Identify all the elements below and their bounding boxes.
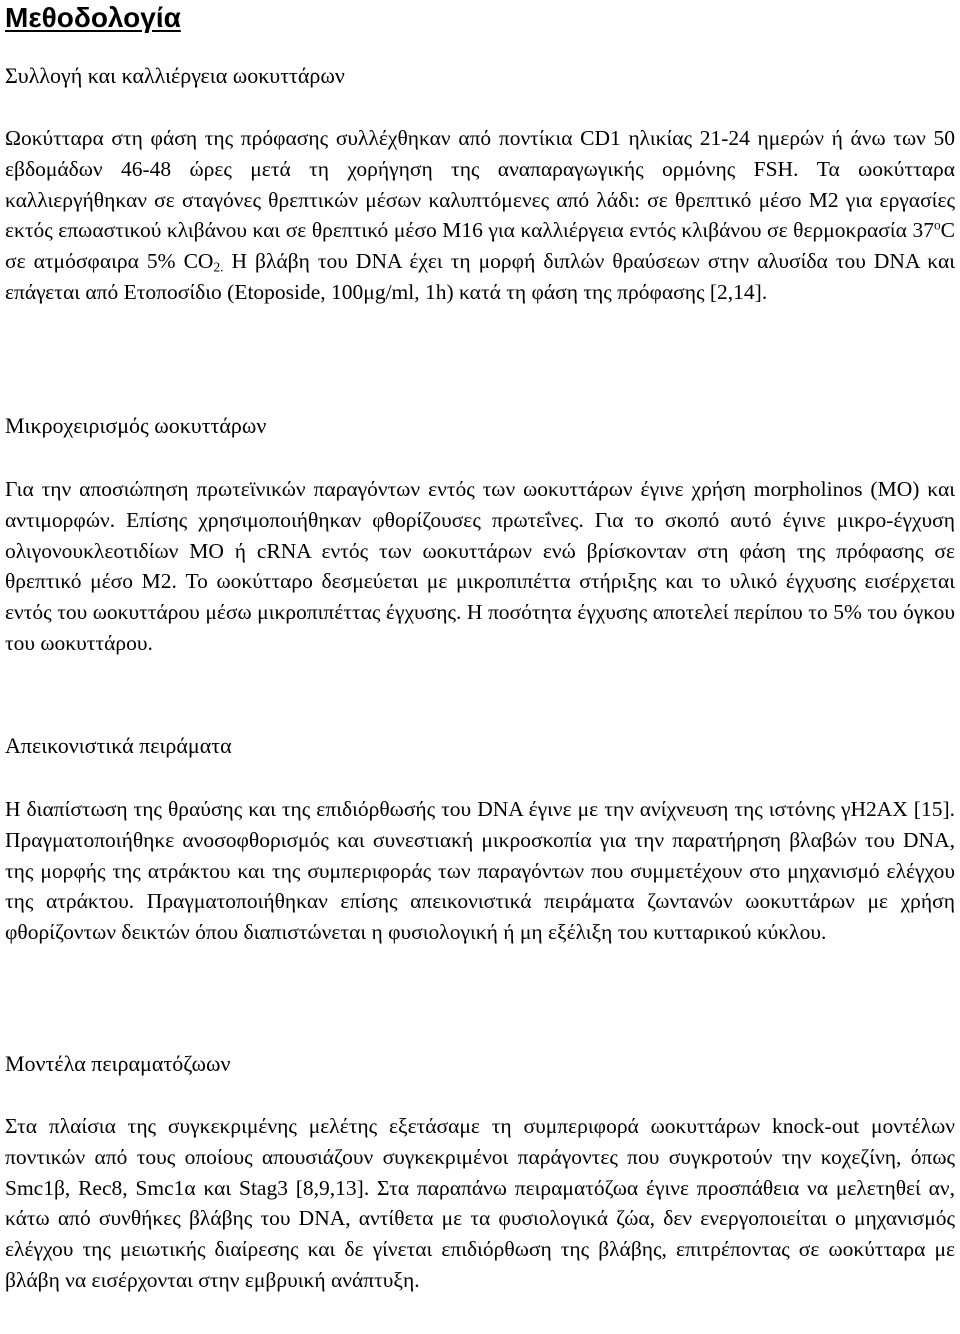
paragraph-text: C σε ατμόσφαιρα 5% CO: [5, 218, 955, 274]
section-paragraph-oocyte-collection: [5, 123, 955, 308]
co2-subscript: 2.: [213, 259, 224, 275]
degree-superscript: o: [933, 218, 941, 234]
paragraph-text: Ωοκύτταρα στη φάση της πρόφασης συλλέχθηκαν από ποντίκια CD1 ηλικίας 21-24 ημερών ή άνω των 50 εβδομάδων 46-48 ώρες μετά τη χορήγηση της αναπαραγωγικής ορμόνης FSH. Τα ωοκύτταρα καλλιεργήθηκαν σε σταγόνες θρεπτικών μέσων καλυπτόμενες από λάδι: σε θρεπτικό μέσο M2 για εργασίες εκτός επωαστικού κλιβάνου και σε θρεπτικό μέσο M16 για καλλιέργεια εντός κλιβάνου σε θερμοκρασία 37: [5, 126, 955, 243]
section-paragraph-imaging-experiments: Η διαπίστωση της θραύσης και της επιδιόρθωσής του DNA έγινε με την ανίχνευση της ιστόνης γH2AX [15]. Πραγματοποιήθηκε ανοσοφθορισμός και συνεστιακή μικροσκοπία για την παρατήρηση βλαβών του DNA, της μορφής της ατράκτου και της συμπεριφοράς των παραγόντων που συμμετέχουν στο μηχανισμό ελέγχου της ατράκτου. Πραγματοποιήθηκαν επίσης απεικονιστικά πειράματα ζωντανών ωοκυττάρων με χρήση φθορίζοντων δεικτών όπου διαπιστώνεται η φυσιολογική ή μη εξέλιξη του κυτταρικού κύκλου.: [5, 797, 955, 945]
section-paragraph-micromanipulation: Για την αποσιώπηση πρωτεϊνικών παραγόντων εντός των ωοκυττάρων έγινε χρήση morpholinos (MO) και αντιμορφών. Επίσης χρησιμοποιήθηκαν φθορίζουσες πρωτεΐνες. Για το σκοπό αυτό έγινε μικρο-έγχυση ολιγονουκλεοτιδίων MO ή cRNA εντός των ωοκυττάρων ενώ βρίσκονταν στη φάση της πρόφασης σε θρεπτικό μέσο M2. Το ωοκύτταρο δεσμεύεται με μικροπιπέττα στήριξης και το υλικό έγχυσης εισέρχεται εντός του ωοκυττάρου μέσω μικροπιπέττας έγχυσης. Η ποσότητα έγχυσης αποτελεί περίπου το 5% του όγκου του ωοκυττάρου.: [5, 477, 955, 655]
section-paragraph-animal-models: Στα πλαίσια της συγκεκριμένης μελέτης εξετάσαμε τη συμπεριφορά ωοκυττάρων knock-out μοντέλων ποντικών από τους οποίους απουσιάζουν συγκεκριμένοι παράγοντες που συγκροτούν την κοχεζίνη, όπως Smc1β, Rec8, Smc1α και Stag3 [8,9,13]. Στα παραπάνω πειραματόζωα έγινε προσπάθεια να μελετηθεί αν, κάτω από συνθήκες βλάβης του DNA, αντίθετα με τα φυσιολογικά ζώα, δεν ενεργοποιείται ο μηχανισμός ελέγχου της μειωτικής διαίρεσης και δε γίνεται επιδιόρθωση της βλάβης, επιτρέποντας σε ωοκύτταρα με βλάβη να εισέρχονται στην εμβρυική ανάπτυξη.: [5, 1114, 955, 1292]
page-title: Μεθοδολογία: [5, 2, 181, 33]
section-heading-oocyte-collection: Συλλογή και καλλιέργεια ωοκυττάρων: [5, 63, 345, 88]
section-heading-animal-models: Μοντέλα πειραματόζωων: [5, 1051, 231, 1076]
paragraph-text: Η βλάβη του DNA έχει τη μορφή διπλών θραύσεων στην αλυσίδα του DNA και επάγεται από Ετοποσίδιο (Etoposide, 100μg/ml, 1h) κατά τη φάση της πρόφασης [2,14].: [5, 249, 956, 304]
section-heading-micromanipulation: Μικροχειρισμός ωοκυττάρων: [5, 413, 267, 438]
section-heading-imaging-experiments: Απεικονιστικά πειράματα: [5, 733, 232, 758]
